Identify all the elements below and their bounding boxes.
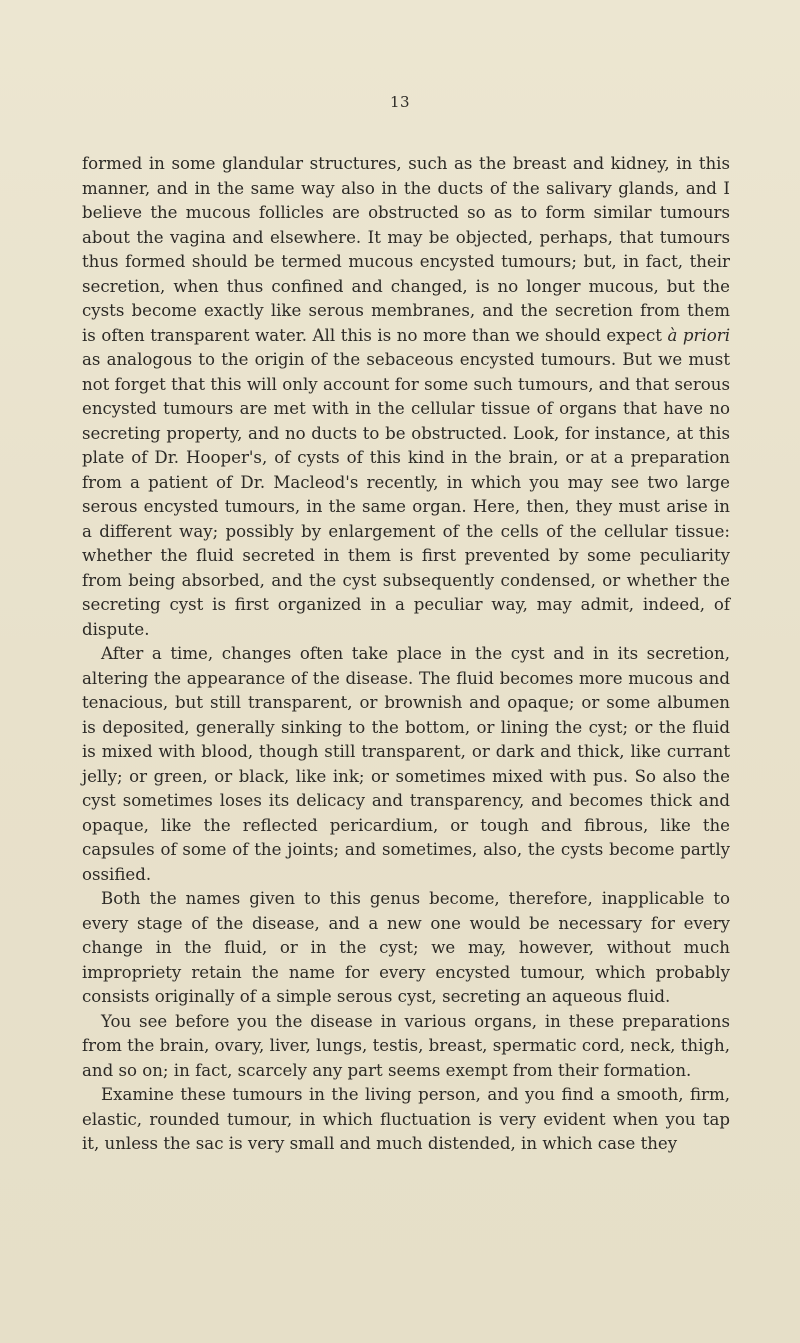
paragraph-1-text-b: as analogous to the origin of the sebaceous encysted tumours. But we must not forget that this will only account for some such tumours, and that serous encysted tumours are met with in the cellular tissue of organs that have no secreting property, and no ducts to be obstructed. Look, for instance, at this plate of Dr. Hooper's, of cysts of this kind in the brain, or at a preparation from a patient of Dr. Macleod's recently, in which you may see two large serous encysted tumours, in the same organ. Here, then, they must arise in a different way; possibly by enlargement of the cells of the cellular tissue: whether the fluid secreted in them is first prevented by some peculiarity from being absorbed, and the cyst subsequently condensed, or whether the secreting cyst is first organized in a peculiar way, may admit, indeed, of dispute.: [82, 350, 730, 639]
paragraph-1: [82, 152, 730, 642]
body-text: [82, 152, 730, 1157]
paragraph-3: Both the names given to this genus become, therefore, inapplicable to every stage of the disease, and a new one would be necessary for every change in the fluid, or in the cyst; we may, however, without much impropriety retain the name for every encysted tumour, which probably consists originally of a simple serous cyst, secreting an aqueous fluid.: [82, 889, 730, 1006]
paragraph-1-text-a: formed in some glandular structures, such as the breast and kidney, in this manner, and in the same way also in the ducts of the salivary glands, and I believe the mucous follicles are obstructed so as to form similar tumours about the vagina and elsewhere. It may be objected, perhaps, that tumours thus formed should be termed mucous encysted tumours; but, in fact, their secretion, when thus confined and changed, is no longer mucous, but the cysts become exactly like serous membranes, and the secretion from them is often transparent water. All this is no more than we should expect: [82, 154, 730, 345]
paragraph-5: Examine these tumours in the living person, and you find a smooth, firm, elastic, rounded tumour, in which fluctuation is very evident when you tap it, unless the sac is very small and much distended, in which case they: [82, 1085, 730, 1153]
paragraph-2: After a time, changes often take place in the cyst and in its secretion, altering the appearance of the disease. The fluid becomes more mucous and tenacious, but still transparent, or brownish and opaque; or some albumen is deposited, generally sinking to the bottom, or lining the cyst; or the fluid is mixed with blood, though still transparent, or dark and thick, like currant jelly; or green, or black, like ink; or sometimes mixed with pus. So also the cyst sometimes loses its delicacy and transparency, and becomes thick and opaque, like the reflected pericardium, or tough and fibrous, like the capsules of some of the joints; and sometimes, also, the cysts become partly ossified.: [82, 644, 730, 884]
page-number: 13: [389, 93, 411, 111]
paragraph-1-emphasis: à priori: [667, 325, 731, 345]
paragraph-4: You see before you the disease in various organs, in these preparations from the brain, ovary, liver, lungs, testis, breast, spermatic cord, neck, thigh, and so on; in fact, scarcely any part seems exempt from their formation.: [82, 1011, 730, 1080]
